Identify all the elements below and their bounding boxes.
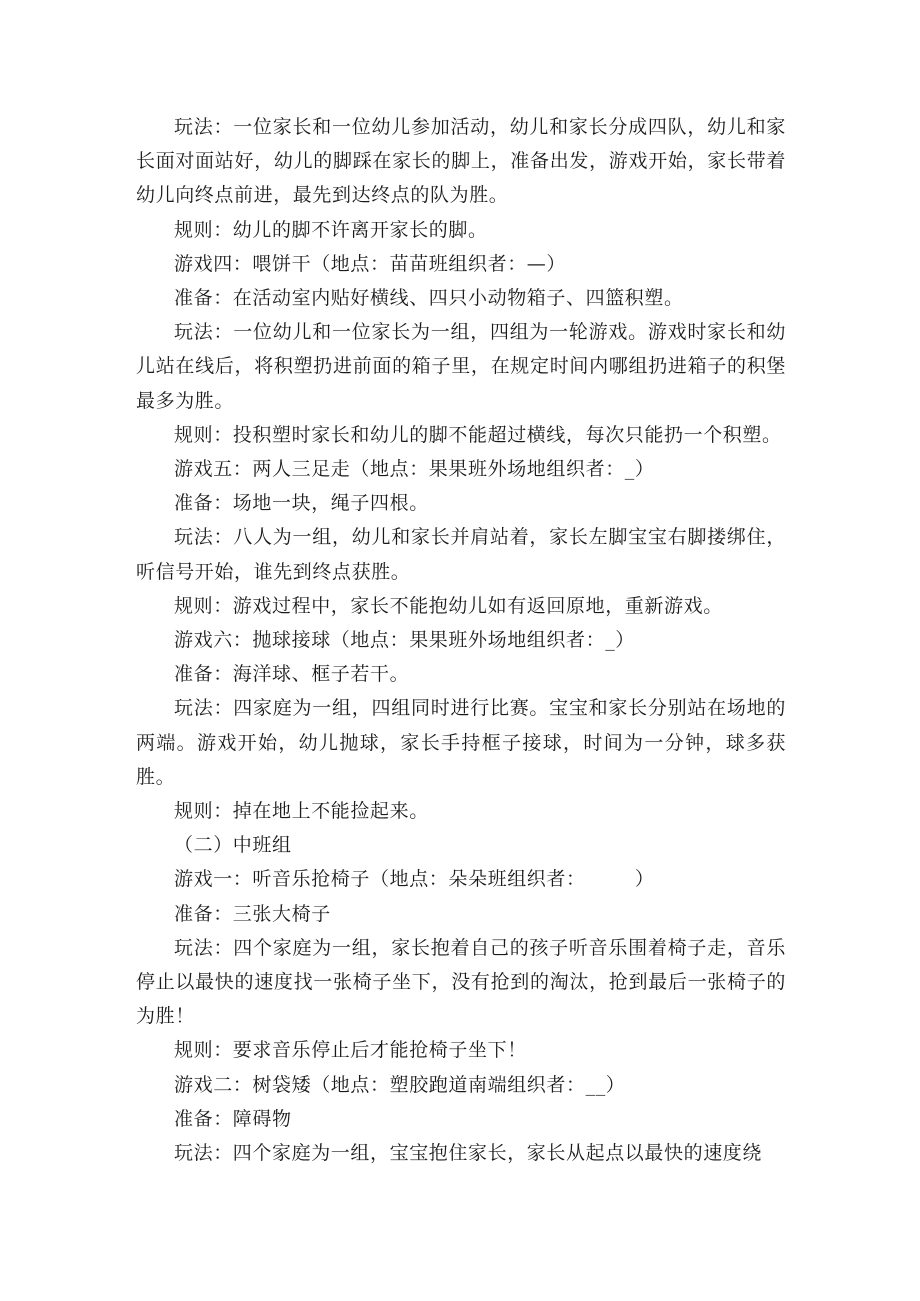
paragraph-game4-play: 玩法：一位幼儿和一位家长为一组，四组为一轮游戏。游戏时家长和幼儿站在线后，将积塑扔进前面的箱子里，在规定时间内哪组扔进箱子的积堡最多为胜。 — [136, 321, 786, 412]
heading-game6: 游戏六：抛球接球（地点：果果班外场地组织者：_） — [174, 629, 635, 652]
paragraph-game3-rule: 规则：幼儿的脚不许离开家长的脚。 — [174, 218, 488, 241]
paragraph-game5-rule: 规则：游戏过程中，家长不能抱幼儿如有返回原地，重新游戏。 — [174, 594, 723, 617]
heading-game4: 游戏四：喂饼干（地点：苗苗班组织者：—） — [174, 252, 567, 275]
paragraph-mid-game2-prep: 准备：障碍物 — [174, 1107, 292, 1130]
heading-game5: 游戏五：两人三足走（地点：果果班外场地组织者：_） — [174, 458, 655, 481]
paragraph-mid-game1-prep: 准备：三张大椅子 — [174, 902, 331, 925]
section-heading-middle-class: （二）中班组 — [174, 834, 292, 857]
paragraph-game6-rule: 规则：掉在地上不能捡起来。 — [174, 800, 429, 823]
paragraph-mid-game2-play: 玩法：四个家庭为一组，宝宝抱住家长，家长从起点以最快的速度绕 — [174, 1142, 763, 1165]
paragraph-mid-game1-rule: 规则：要求音乐停止后才能抢椅子坐下！ — [174, 1039, 527, 1062]
document-body — [136, 110, 786, 1170]
paragraph-game6-play: 玩法：四家庭为一组，四组同时进行比赛。宝宝和家长分别站在场地的两端。游戏开始，幼儿抛球，家长手持框子接球，时间为一分钟，球多获胜。 — [136, 697, 786, 788]
paragraph-game5-prep: 准备：场地一块，绳子四根。 — [174, 492, 429, 515]
paragraph-game3-play: 玩法：一位家长和一位幼儿参加活动，幼儿和家长分成四队，幼儿和家长面对面站好，幼儿的脚踩在家长的脚上，准备出发，游戏开始，家长带着幼儿向终点前进，最先到达终点的队为胜。 — [136, 116, 786, 207]
heading-mid-game2: 游戏二：树袋矮（地点：塑胶跑道南端组织者：__） — [174, 1073, 626, 1096]
paragraph-game5-play: 玩法：八人为一组，幼儿和家长并肩站着，家长左脚宝宝右脚搂绑住，听信号开始，谁先到终点获胜。 — [136, 526, 786, 583]
paragraph-mid-game1-play: 玩法：四个家庭为一组，家长抱着自己的孩子听音乐围着椅子走，音乐停止以最快的速度找一张椅子坐下，没有抢到的淘汰，抢到最后一张椅子的为胜！ — [136, 936, 786, 1028]
heading-mid-game1: 游戏一：听音乐抢椅子（地点：朵朵班组织者： ） — [174, 868, 655, 891]
paragraph-game6-prep: 准备：海洋球、框子若干。 — [174, 663, 410, 686]
paragraph-game4-prep: 准备：在活动室内贴好横线、四只小动物箱子、四篮积塑。 — [174, 287, 684, 310]
paragraph-game4-rule: 规则：投积塑时家长和幼儿的脚不能超过横线，每次只能扔一个积塑。 — [174, 423, 782, 446]
